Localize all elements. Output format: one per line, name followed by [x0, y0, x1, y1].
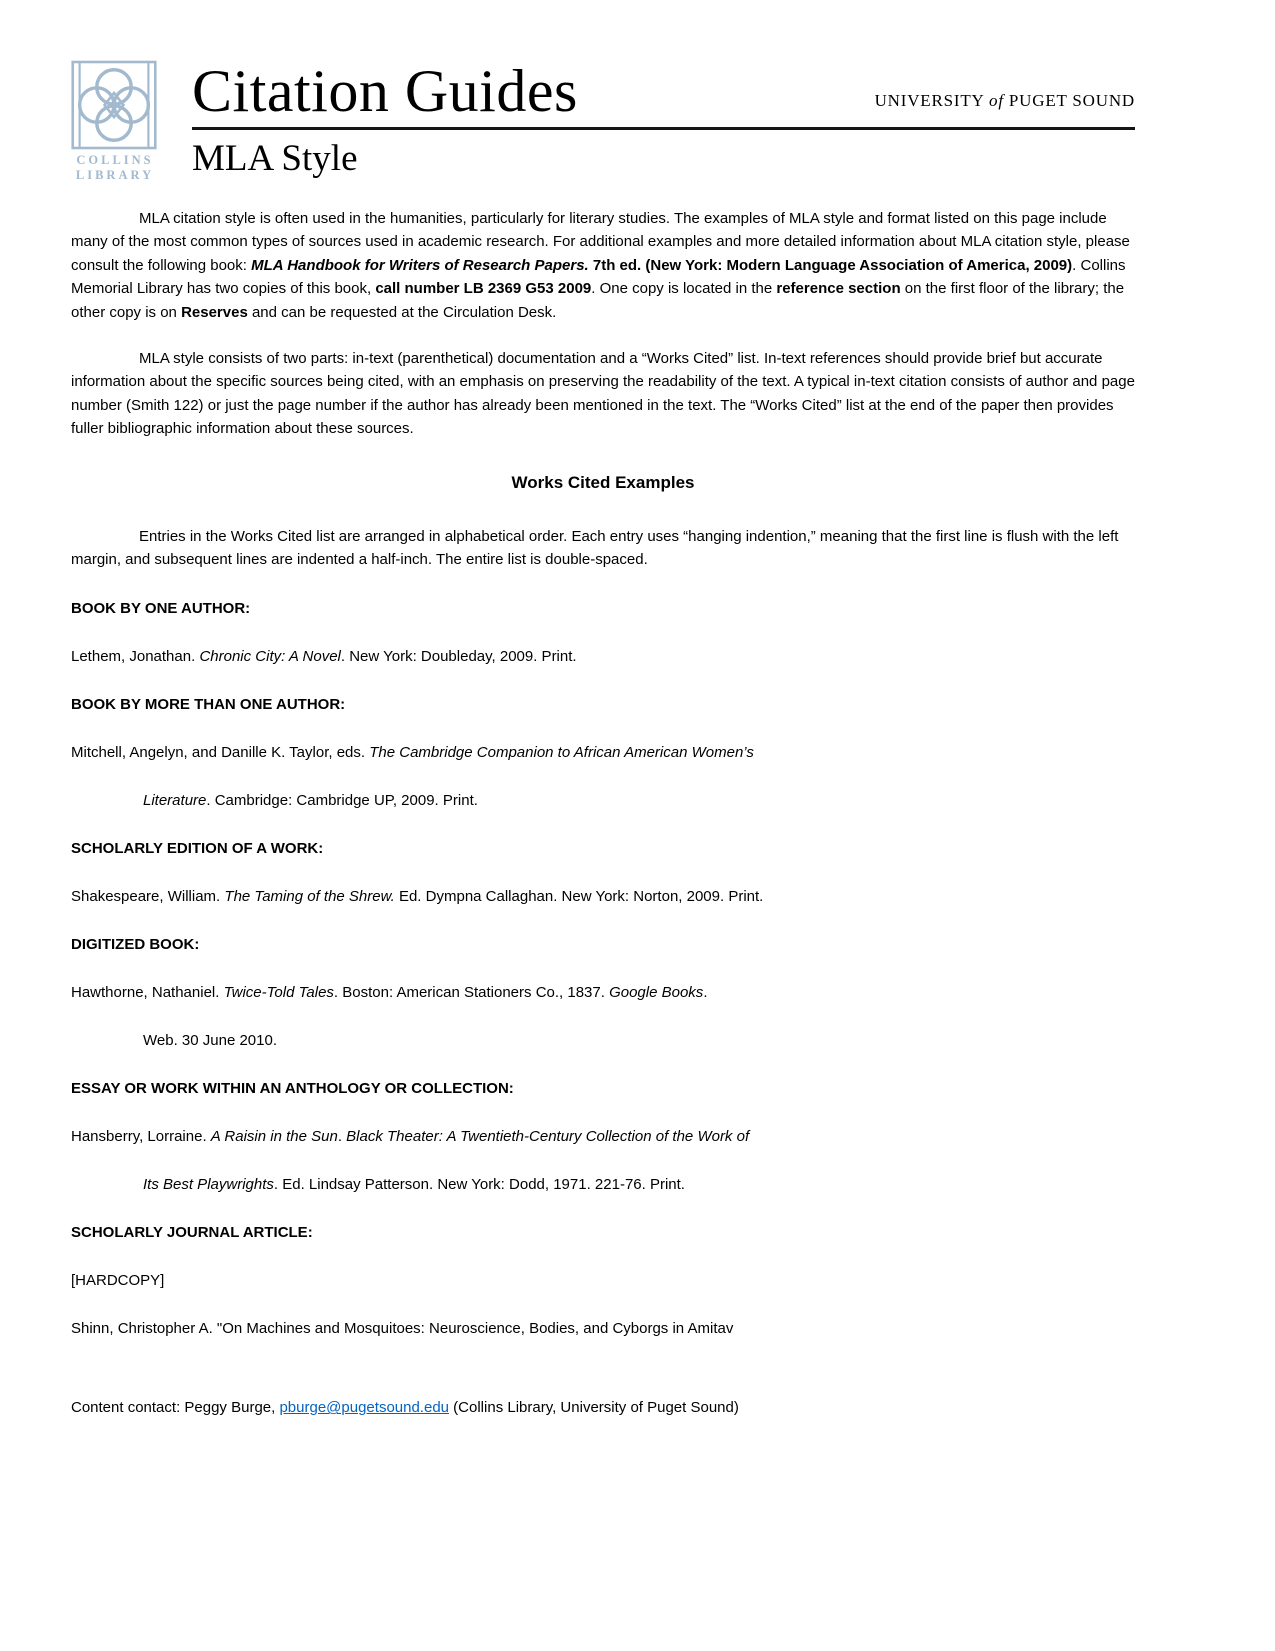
text-segment: DIGITIZED BOOK [71, 936, 195, 954]
text-segment: on the first floor of the library; the other copy is on [71, 280, 1125, 321]
text-segment: [HARDCOPY] [71, 1272, 165, 1290]
intro-paragraph-2 [71, 347, 1135, 441]
text-segment: UNIVERSITY [874, 91, 990, 110]
text-segment: (Collins Library, University of Puget Sound) [449, 1399, 739, 1417]
citation-line-continuation [71, 1174, 1135, 1195]
text-segment: reference section [776, 280, 901, 298]
text-segment: The Taming of the Shrew. [224, 888, 395, 906]
citation-format-label [71, 1270, 1135, 1291]
section-book-by-multiple-authors [71, 694, 1135, 811]
text-segment: Its Best Playwrights [143, 1176, 274, 1194]
section-heading [71, 598, 1135, 619]
section-book-by-one-author [71, 598, 1135, 667]
text-segment: call number LB 2369 G53 2009 [375, 280, 592, 298]
document-body [71, 207, 1135, 1339]
content-contact-line [71, 1397, 1135, 1418]
text-segment: ESSAY OR WORK WITHIN AN ANTHOLOGY OR COLLECTION: [71, 1080, 514, 1098]
text-segment: Literature [143, 792, 207, 810]
text-segment: SCHOLARLY JOURNAL ARTICLE: [71, 1224, 313, 1242]
text-segment: . Collins Memorial Library has two copies of this book, [71, 256, 1126, 298]
text-segment: of [989, 91, 1004, 110]
text-segment: BOOK BY MORE THAN ONE AUTHOR: [71, 696, 346, 714]
text-segment: Hansberry, Lorraine. [71, 1128, 211, 1146]
text-segment: . Ed. Lindsay Patterson. New York: Dodd, 1971. 221-76. Print. [273, 1176, 685, 1194]
citation-line [71, 886, 1135, 907]
content-contact-footer [71, 1397, 1135, 1418]
logo-line-collins: COLLINS [76, 153, 154, 167]
text-segment: . One copy is located in the [591, 280, 777, 298]
text-segment: Google Books [609, 984, 704, 1002]
text-segment: Twice-Told Tales [223, 984, 334, 1002]
text-segment: MLA style consists of two parts: in-text (parenthetical) documentation and a “Works Cited” list. In-text references should provide brief but accurate information about the specific sources being cited, with an emphasis on preserving the readability of the text. A typical in-text citation consists of author and page number (Smith 122) or just the page number if the author has already been mentioned in the text. The “Works Cited” list at the end of the paper then provides fuller bibliographic information about these sources. [71, 349, 1135, 438]
text-segment: : [194, 936, 200, 954]
section-heading [71, 934, 1135, 955]
text-segment: Entries in the Works Cited list are arranged in alphabetical order. Each entry uses “hanging indention,” meaning that the first line is flush with the left margin, and subsequent lines are indented a half-inch. The entire list is double-spaced. [71, 527, 1119, 568]
text-segment: Content contact: Peggy Burge, [71, 1399, 280, 1417]
section-heading [71, 694, 1135, 715]
text-segment: Ed. Dympna Callaghan. New York: Norton, 2009. Print. [394, 888, 764, 906]
text-segment: BOOK BY ONE AUTHOR: [71, 600, 251, 618]
text-segment: Shakespeare, William. [71, 888, 225, 906]
section-heading [71, 838, 1135, 859]
page-subtitle: MLA Style [192, 138, 358, 179]
text-segment: Black Theater: A Twentieth-Century Collection of the Work of [346, 1128, 750, 1146]
university-name [875, 91, 1135, 123]
citation-line [71, 646, 1135, 667]
intro-paragraph-1 [71, 207, 1135, 324]
text-segment: Mitchell, Angelyn, and Danille K. Taylor, eds. [71, 744, 370, 762]
collins-library-emblem-icon [71, 60, 157, 150]
works-cited-intro-paragraph [71, 525, 1135, 572]
logo-line-library: LIBRARY [75, 168, 155, 182]
citation-line-continuation [71, 1030, 1135, 1051]
text-segment: Hawthorne, Nathaniel. [71, 984, 224, 1002]
text-segment: MLA Handbook for Writers of Research Papers. [251, 256, 589, 274]
text-segment: Reserves [181, 303, 248, 321]
citation-line [71, 982, 1135, 1003]
text-segment: . New York: Doubleday, 2009. Print. [340, 648, 577, 666]
collins-library-logo [71, 60, 159, 183]
text-segment: . Cambridge: Cambridge UP, 2009. Print. [206, 792, 478, 810]
citation-line [71, 1318, 1135, 1339]
text-segment: Web. 30 June 2010. [143, 1032, 277, 1050]
section-scholarly-journal-article [71, 1222, 1135, 1339]
citation-line-continuation [71, 790, 1135, 811]
text-segment: Shinn, Christopher A. "On Machines and Mosquitoes: Neuroscience, Bodies, and Cyborgs in Amitav [71, 1320, 734, 1338]
collins-library-wordmark [71, 153, 159, 183]
works-cited-examples-heading: Works Cited Examples [511, 472, 695, 492]
title-row [192, 60, 1135, 130]
citation-line [71, 742, 1135, 763]
citation-line [71, 1126, 1135, 1147]
text-segment: A Raisin in the Sun [210, 1128, 338, 1146]
text-segment: The Cambridge Companion to African American Women’s [369, 744, 754, 762]
section-digitized-book [71, 934, 1135, 1051]
page-title: Citation Guides [192, 58, 578, 124]
section-essay-in-anthology [71, 1078, 1135, 1195]
text-segment: PUGET SOUND [1003, 91, 1135, 110]
text-segment: . [337, 1128, 347, 1146]
text-segment: SCHOLARLY EDITION OF A WORK: [71, 840, 324, 858]
text-segment: and can be requested at the Circulation Desk. [247, 303, 557, 321]
text-segment: 7th ed. (New York: Modern Language Association of America, 2009) [588, 256, 1073, 274]
text-segment: MLA citation style is often used in the humanities, particularly for literary studies. The examples of MLA style and format listed on this page include many of the most common types of sources used in academic research. For additional examples and more detailed information about MLA citation style, please consult the following book: [71, 210, 1130, 274]
section-heading [71, 1078, 1135, 1099]
header [71, 60, 1135, 183]
text-segment: . Boston: American Stationers Co., 1837. [333, 984, 610, 1002]
text-segment: . [703, 984, 708, 1002]
header-main [192, 60, 1135, 180]
email-link[interactable]: pburge@pugetsound.edu [279, 1399, 450, 1417]
section-scholarly-edition [71, 838, 1135, 907]
text-segment: Chronic City: A Novel [199, 648, 341, 666]
text-segment: Lethem, Jonathan. [71, 648, 200, 666]
section-heading [71, 1222, 1135, 1243]
